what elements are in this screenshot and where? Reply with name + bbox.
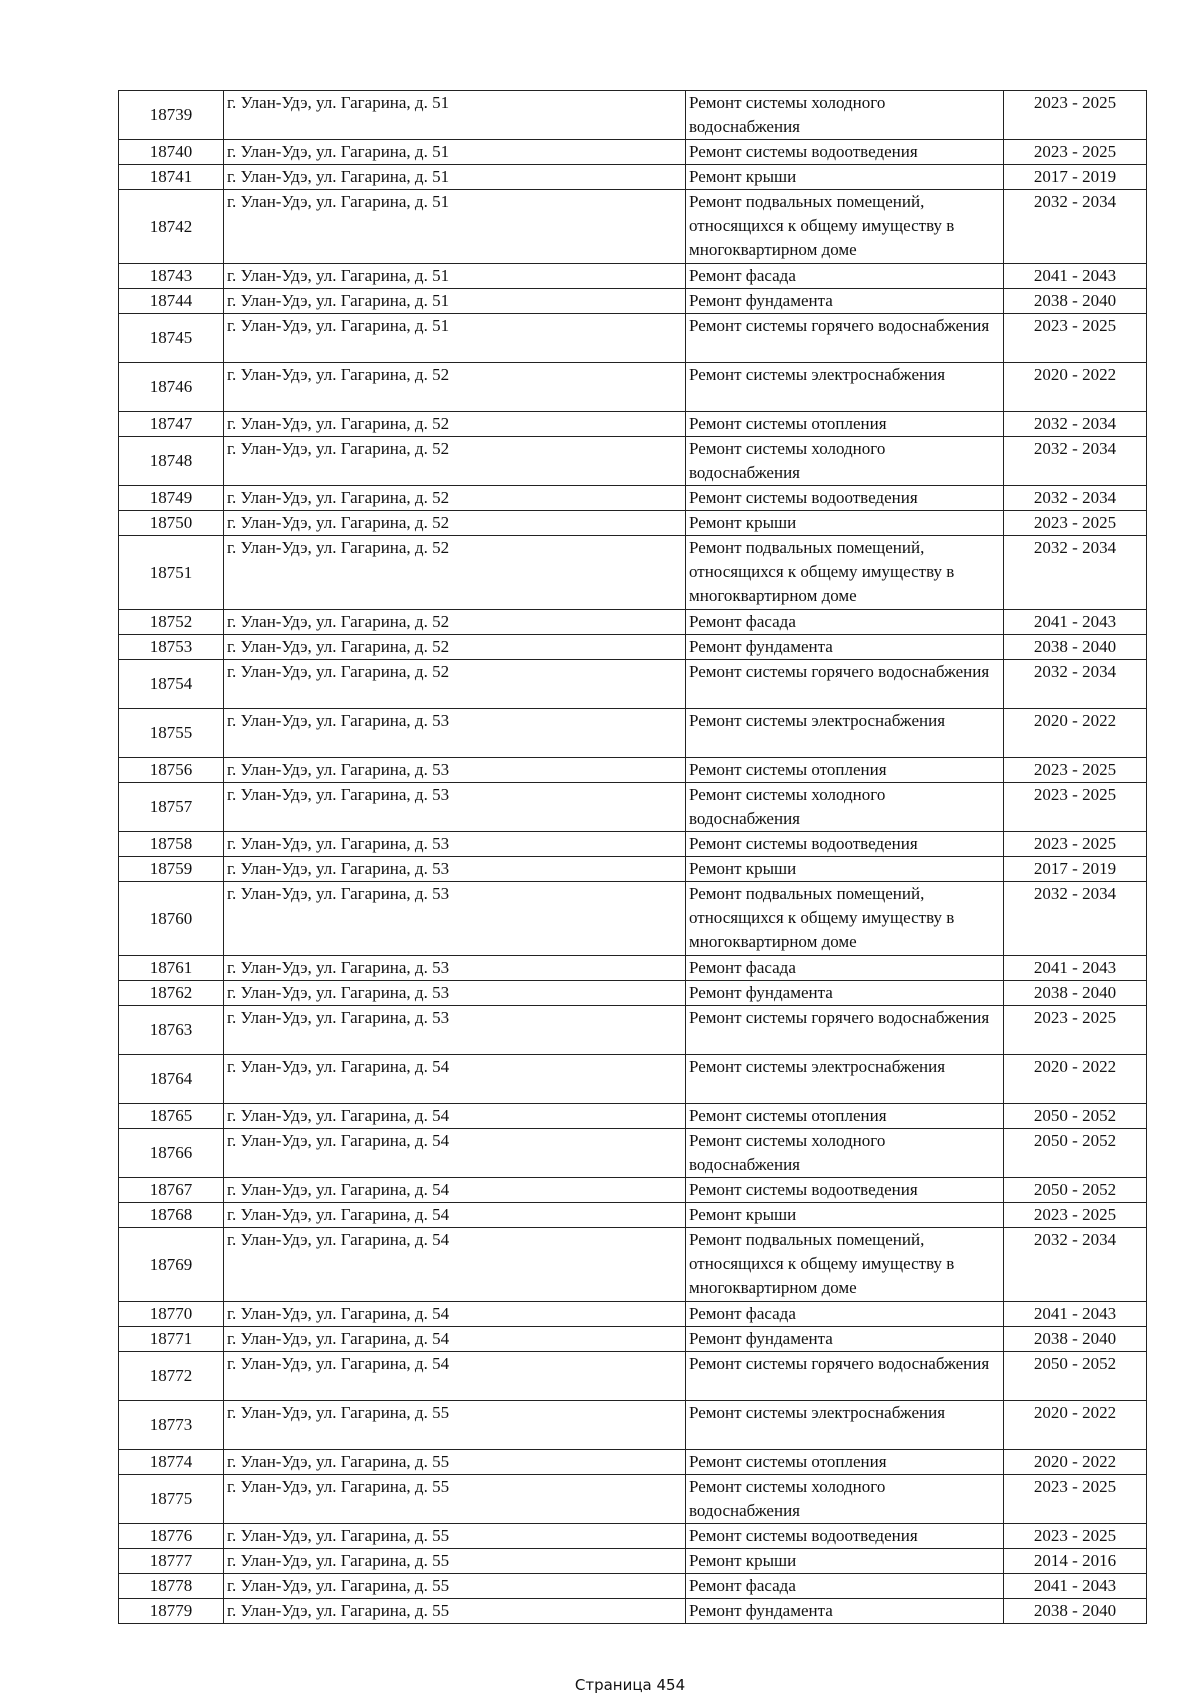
cell-period: 2017 - 2019 [1004, 857, 1147, 882]
cell-work-type: Ремонт крыши [686, 511, 1004, 536]
cell-period: 2020 - 2022 [1004, 363, 1147, 412]
cell-address: г. Улан-Удэ, ул. Гагарина, д. 53 [224, 981, 686, 1006]
table-row [119, 1327, 1147, 1352]
table-row [119, 635, 1147, 660]
cell-work-type: Ремонт фасада [686, 610, 1004, 635]
cell-number: 18774 [119, 1450, 224, 1475]
page-number: Страница 454 [574, 1676, 686, 1694]
cell-address: г. Улан-Удэ, ул. Гагарина, д. 51 [224, 165, 686, 190]
table-row [119, 91, 1147, 140]
cell-work-type: Ремонт системы отопления [686, 1450, 1004, 1475]
cell-number: 18752 [119, 610, 224, 635]
cell-period: 2032 - 2034 [1004, 660, 1147, 709]
cell-work-type: Ремонт системы водоотведения [686, 832, 1004, 857]
cell-period: 2020 - 2022 [1004, 709, 1147, 758]
cell-number: 18744 [119, 289, 224, 314]
cell-work-type: Ремонт крыши [686, 857, 1004, 882]
cell-period: 2041 - 2043 [1004, 610, 1147, 635]
table-row [119, 1549, 1147, 1574]
cell-work-type: Ремонт подвальных помещений, относящихся к общему имуществу в многоквартирном доме [686, 1228, 1004, 1302]
cell-number: 18748 [119, 437, 224, 486]
cell-address: г. Улан-Удэ, ул. Гагарина, д. 53 [224, 956, 686, 981]
cell-number: 18761 [119, 956, 224, 981]
table-row [119, 437, 1147, 486]
cell-period: 2032 - 2034 [1004, 190, 1147, 264]
table-row [119, 165, 1147, 190]
cell-period: 2032 - 2034 [1004, 882, 1147, 956]
table-row [119, 314, 1147, 363]
cell-work-type: Ремонт системы водоотведения [686, 1524, 1004, 1549]
cell-period: 2050 - 2052 [1004, 1178, 1147, 1203]
cell-work-type: Ремонт фасада [686, 1574, 1004, 1599]
cell-work-type: Ремонт крыши [686, 1203, 1004, 1228]
cell-address: г. Улан-Удэ, ул. Гагарина, д. 51 [224, 289, 686, 314]
cell-address: г. Улан-Удэ, ул. Гагарина, д. 53 [224, 783, 686, 832]
cell-period: 2023 - 2025 [1004, 1524, 1147, 1549]
table-row [119, 412, 1147, 437]
cell-number: 18768 [119, 1203, 224, 1228]
cell-number: 18770 [119, 1302, 224, 1327]
cell-number: 18760 [119, 882, 224, 956]
table-row [119, 832, 1147, 857]
cell-number: 18750 [119, 511, 224, 536]
cell-number: 18773 [119, 1401, 224, 1450]
table-row [119, 264, 1147, 289]
cell-work-type: Ремонт фасада [686, 956, 1004, 981]
cell-work-type: Ремонт системы холодного водоснабжения [686, 1129, 1004, 1178]
cell-address: г. Улан-Удэ, ул. Гагарина, д. 54 [224, 1104, 686, 1129]
cell-period: 2023 - 2025 [1004, 758, 1147, 783]
cell-number: 18777 [119, 1549, 224, 1574]
cell-work-type: Ремонт крыши [686, 165, 1004, 190]
cell-number: 18775 [119, 1475, 224, 1524]
table-row [119, 1574, 1147, 1599]
table-row [119, 1178, 1147, 1203]
cell-work-type: Ремонт подвальных помещений, относящихся к общему имуществу в многоквартирном доме [686, 882, 1004, 956]
table-row [119, 709, 1147, 758]
cell-period: 2017 - 2019 [1004, 165, 1147, 190]
cell-work-type: Ремонт системы холодного водоснабжения [686, 1475, 1004, 1524]
cell-address: г. Улан-Удэ, ул. Гагарина, д. 52 [224, 486, 686, 511]
cell-address: г. Улан-Удэ, ул. Гагарина, д. 55 [224, 1524, 686, 1549]
cell-number: 18740 [119, 140, 224, 165]
cell-address: г. Улан-Удэ, ул. Гагарина, д. 55 [224, 1450, 686, 1475]
cell-period: 2023 - 2025 [1004, 832, 1147, 857]
cell-work-type: Ремонт системы водоотведения [686, 1178, 1004, 1203]
cell-work-type: Ремонт системы водоотведения [686, 140, 1004, 165]
cell-period: 2050 - 2052 [1004, 1104, 1147, 1129]
table-row [119, 190, 1147, 264]
cell-address: г. Улан-Удэ, ул. Гагарина, д. 51 [224, 264, 686, 289]
table-row [119, 536, 1147, 610]
cell-address: г. Улан-Удэ, ул. Гагарина, д. 52 [224, 536, 686, 610]
table-row [119, 783, 1147, 832]
table-row [119, 1475, 1147, 1524]
cell-number: 18756 [119, 758, 224, 783]
cell-work-type: Ремонт системы электроснабжения [686, 1055, 1004, 1104]
cell-work-type: Ремонт фундамента [686, 1599, 1004, 1624]
table-row [119, 1104, 1147, 1129]
cell-address: г. Улан-Удэ, ул. Гагарина, д. 54 [224, 1352, 686, 1401]
cell-work-type: Ремонт системы горячего водоснабжения [686, 1006, 1004, 1055]
cell-period: 2023 - 2025 [1004, 314, 1147, 363]
cell-number: 18772 [119, 1352, 224, 1401]
cell-work-type: Ремонт системы холодного водоснабжения [686, 91, 1004, 140]
cell-period: 2038 - 2040 [1004, 289, 1147, 314]
cell-number: 18742 [119, 190, 224, 264]
table-row [119, 1228, 1147, 1302]
cell-number: 18779 [119, 1599, 224, 1624]
cell-work-type: Ремонт системы холодного водоснабжения [686, 437, 1004, 486]
cell-address: г. Улан-Удэ, ул. Гагарина, д. 52 [224, 635, 686, 660]
cell-period: 2041 - 2043 [1004, 1574, 1147, 1599]
table-row [119, 956, 1147, 981]
cell-address: г. Улан-Удэ, ул. Гагарина, д. 53 [224, 882, 686, 956]
cell-period: 2023 - 2025 [1004, 783, 1147, 832]
cell-work-type: Ремонт системы отопления [686, 758, 1004, 783]
cell-number: 18751 [119, 536, 224, 610]
cell-number: 18776 [119, 1524, 224, 1549]
cell-address: г. Улан-Удэ, ул. Гагарина, д. 54 [224, 1302, 686, 1327]
table-row [119, 660, 1147, 709]
cell-number: 18765 [119, 1104, 224, 1129]
cell-work-type: Ремонт системы электроснабжения [686, 709, 1004, 758]
table-row [119, 1524, 1147, 1549]
table-row [119, 857, 1147, 882]
cell-address: г. Улан-Удэ, ул. Гагарина, д. 52 [224, 437, 686, 486]
cell-number: 18747 [119, 412, 224, 437]
cell-work-type: Ремонт системы горячего водоснабжения [686, 660, 1004, 709]
cell-work-type: Ремонт фундамента [686, 635, 1004, 660]
table-row [119, 486, 1147, 511]
table-row [119, 1129, 1147, 1178]
cell-number: 18755 [119, 709, 224, 758]
cell-period: 2020 - 2022 [1004, 1401, 1147, 1450]
cell-address: г. Улан-Удэ, ул. Гагарина, д. 55 [224, 1549, 686, 1574]
cell-address: г. Улан-Удэ, ул. Гагарина, д. 52 [224, 610, 686, 635]
cell-address: г. Улан-Удэ, ул. Гагарина, д. 51 [224, 314, 686, 363]
cell-period: 2038 - 2040 [1004, 981, 1147, 1006]
cell-period: 2038 - 2040 [1004, 1599, 1147, 1624]
cell-period: 2014 - 2016 [1004, 1549, 1147, 1574]
cell-address: г. Улан-Удэ, ул. Гагарина, д. 52 [224, 511, 686, 536]
table-row [119, 1203, 1147, 1228]
cell-address: г. Улан-Удэ, ул. Гагарина, д. 54 [224, 1228, 686, 1302]
cell-period: 2032 - 2034 [1004, 486, 1147, 511]
cell-address: г. Улан-Удэ, ул. Гагарина, д. 53 [224, 1006, 686, 1055]
table-row [119, 882, 1147, 956]
cell-number: 18759 [119, 857, 224, 882]
table-row [119, 1401, 1147, 1450]
cell-period: 2032 - 2034 [1004, 1228, 1147, 1302]
cell-period: 2023 - 2025 [1004, 140, 1147, 165]
cell-number: 18762 [119, 981, 224, 1006]
cell-address: г. Улан-Удэ, ул. Гагарина, д. 51 [224, 91, 686, 140]
cell-work-type: Ремонт фундамента [686, 1327, 1004, 1352]
cell-address: г. Улан-Удэ, ул. Гагарина, д. 53 [224, 709, 686, 758]
cell-work-type: Ремонт подвальных помещений, относящихся к общему имуществу в многоквартирном доме [686, 536, 1004, 610]
cell-number: 18741 [119, 165, 224, 190]
cell-period: 2041 - 2043 [1004, 956, 1147, 981]
cell-number: 18754 [119, 660, 224, 709]
cell-period: 2050 - 2052 [1004, 1352, 1147, 1401]
cell-period: 2023 - 2025 [1004, 91, 1147, 140]
table-row [119, 363, 1147, 412]
cell-address: г. Улан-Удэ, ул. Гагарина, д. 51 [224, 190, 686, 264]
table-body [119, 91, 1147, 1624]
cell-period: 2041 - 2043 [1004, 1302, 1147, 1327]
cell-number: 18771 [119, 1327, 224, 1352]
cell-period: 2023 - 2025 [1004, 1475, 1147, 1524]
cell-period: 2041 - 2043 [1004, 264, 1147, 289]
cell-work-type: Ремонт системы электроснабжения [686, 363, 1004, 412]
cell-period: 2023 - 2025 [1004, 1203, 1147, 1228]
cell-number: 18753 [119, 635, 224, 660]
cell-number: 18766 [119, 1129, 224, 1178]
cell-address: г. Улан-Удэ, ул. Гагарина, д. 54 [224, 1178, 686, 1203]
cell-address: г. Улан-Удэ, ул. Гагарина, д. 55 [224, 1401, 686, 1450]
cell-period: 2023 - 2025 [1004, 511, 1147, 536]
cell-number: 18739 [119, 91, 224, 140]
cell-number: 18758 [119, 832, 224, 857]
cell-period: 2032 - 2034 [1004, 536, 1147, 610]
cell-period: 2050 - 2052 [1004, 1129, 1147, 1178]
cell-number: 18749 [119, 486, 224, 511]
cell-work-type: Ремонт системы водоотведения [686, 486, 1004, 511]
cell-address: г. Улан-Удэ, ул. Гагарина, д. 52 [224, 412, 686, 437]
cell-address: г. Улан-Удэ, ул. Гагарина, д. 55 [224, 1574, 686, 1599]
table-row [119, 1055, 1147, 1104]
cell-work-type: Ремонт системы горячего водоснабжения [686, 314, 1004, 363]
cell-period: 2038 - 2040 [1004, 635, 1147, 660]
cell-number: 18757 [119, 783, 224, 832]
table-row [119, 140, 1147, 165]
cell-address: г. Улан-Удэ, ул. Гагарина, д. 51 [224, 140, 686, 165]
cell-work-type: Ремонт системы отопления [686, 412, 1004, 437]
table-row [119, 1352, 1147, 1401]
cell-address: г. Улан-Удэ, ул. Гагарина, д. 53 [224, 832, 686, 857]
cell-address: г. Улан-Удэ, ул. Гагарина, д. 53 [224, 758, 686, 783]
cell-number: 18767 [119, 1178, 224, 1203]
cell-address: г. Улан-Удэ, ул. Гагарина, д. 54 [224, 1203, 686, 1228]
cell-address: г. Улан-Удэ, ул. Гагарина, д. 54 [224, 1129, 686, 1178]
cell-address: г. Улан-Удэ, ул. Гагарина, д. 54 [224, 1327, 686, 1352]
table-row [119, 289, 1147, 314]
table-row [119, 758, 1147, 783]
table-row [119, 1302, 1147, 1327]
cell-period: 2032 - 2034 [1004, 412, 1147, 437]
cell-number: 18769 [119, 1228, 224, 1302]
cell-period: 2023 - 2025 [1004, 1006, 1147, 1055]
cell-work-type: Ремонт фундамента [686, 289, 1004, 314]
table-row [119, 1450, 1147, 1475]
cell-address: г. Улан-Удэ, ул. Гагарина, д. 55 [224, 1599, 686, 1624]
cell-period: 2020 - 2022 [1004, 1055, 1147, 1104]
cell-number: 18743 [119, 264, 224, 289]
cell-number: 18745 [119, 314, 224, 363]
cell-work-type: Ремонт фундамента [686, 981, 1004, 1006]
cell-work-type: Ремонт системы холодного водоснабжения [686, 783, 1004, 832]
cell-period: 2032 - 2034 [1004, 437, 1147, 486]
cell-period: 2038 - 2040 [1004, 1327, 1147, 1352]
cell-number: 18778 [119, 1574, 224, 1599]
table-row [119, 1599, 1147, 1624]
cell-address: г. Улан-Удэ, ул. Гагарина, д. 54 [224, 1055, 686, 1104]
cell-number: 18764 [119, 1055, 224, 1104]
cell-period: 2020 - 2022 [1004, 1450, 1147, 1475]
cell-work-type: Ремонт фасада [686, 264, 1004, 289]
cell-number: 18763 [119, 1006, 224, 1055]
cell-work-type: Ремонт системы отопления [686, 1104, 1004, 1129]
table-row [119, 1006, 1147, 1055]
table-row [119, 511, 1147, 536]
cell-work-type: Ремонт системы электроснабжения [686, 1401, 1004, 1450]
cell-address: г. Улан-Удэ, ул. Гагарина, д. 53 [224, 857, 686, 882]
repair-schedule-table [118, 90, 1147, 1624]
cell-address: г. Улан-Удэ, ул. Гагарина, д. 55 [224, 1475, 686, 1524]
cell-work-type: Ремонт крыши [686, 1549, 1004, 1574]
cell-work-type: Ремонт фасада [686, 1302, 1004, 1327]
table-row [119, 610, 1147, 635]
cell-work-type: Ремонт подвальных помещений, относящихся к общему имуществу в многоквартирном доме [686, 190, 1004, 264]
cell-work-type: Ремонт системы горячего водоснабжения [686, 1352, 1004, 1401]
cell-address: г. Улан-Удэ, ул. Гагарина, д. 52 [224, 660, 686, 709]
cell-address: г. Улан-Удэ, ул. Гагарина, д. 52 [224, 363, 686, 412]
cell-number: 18746 [119, 363, 224, 412]
table-row [119, 981, 1147, 1006]
